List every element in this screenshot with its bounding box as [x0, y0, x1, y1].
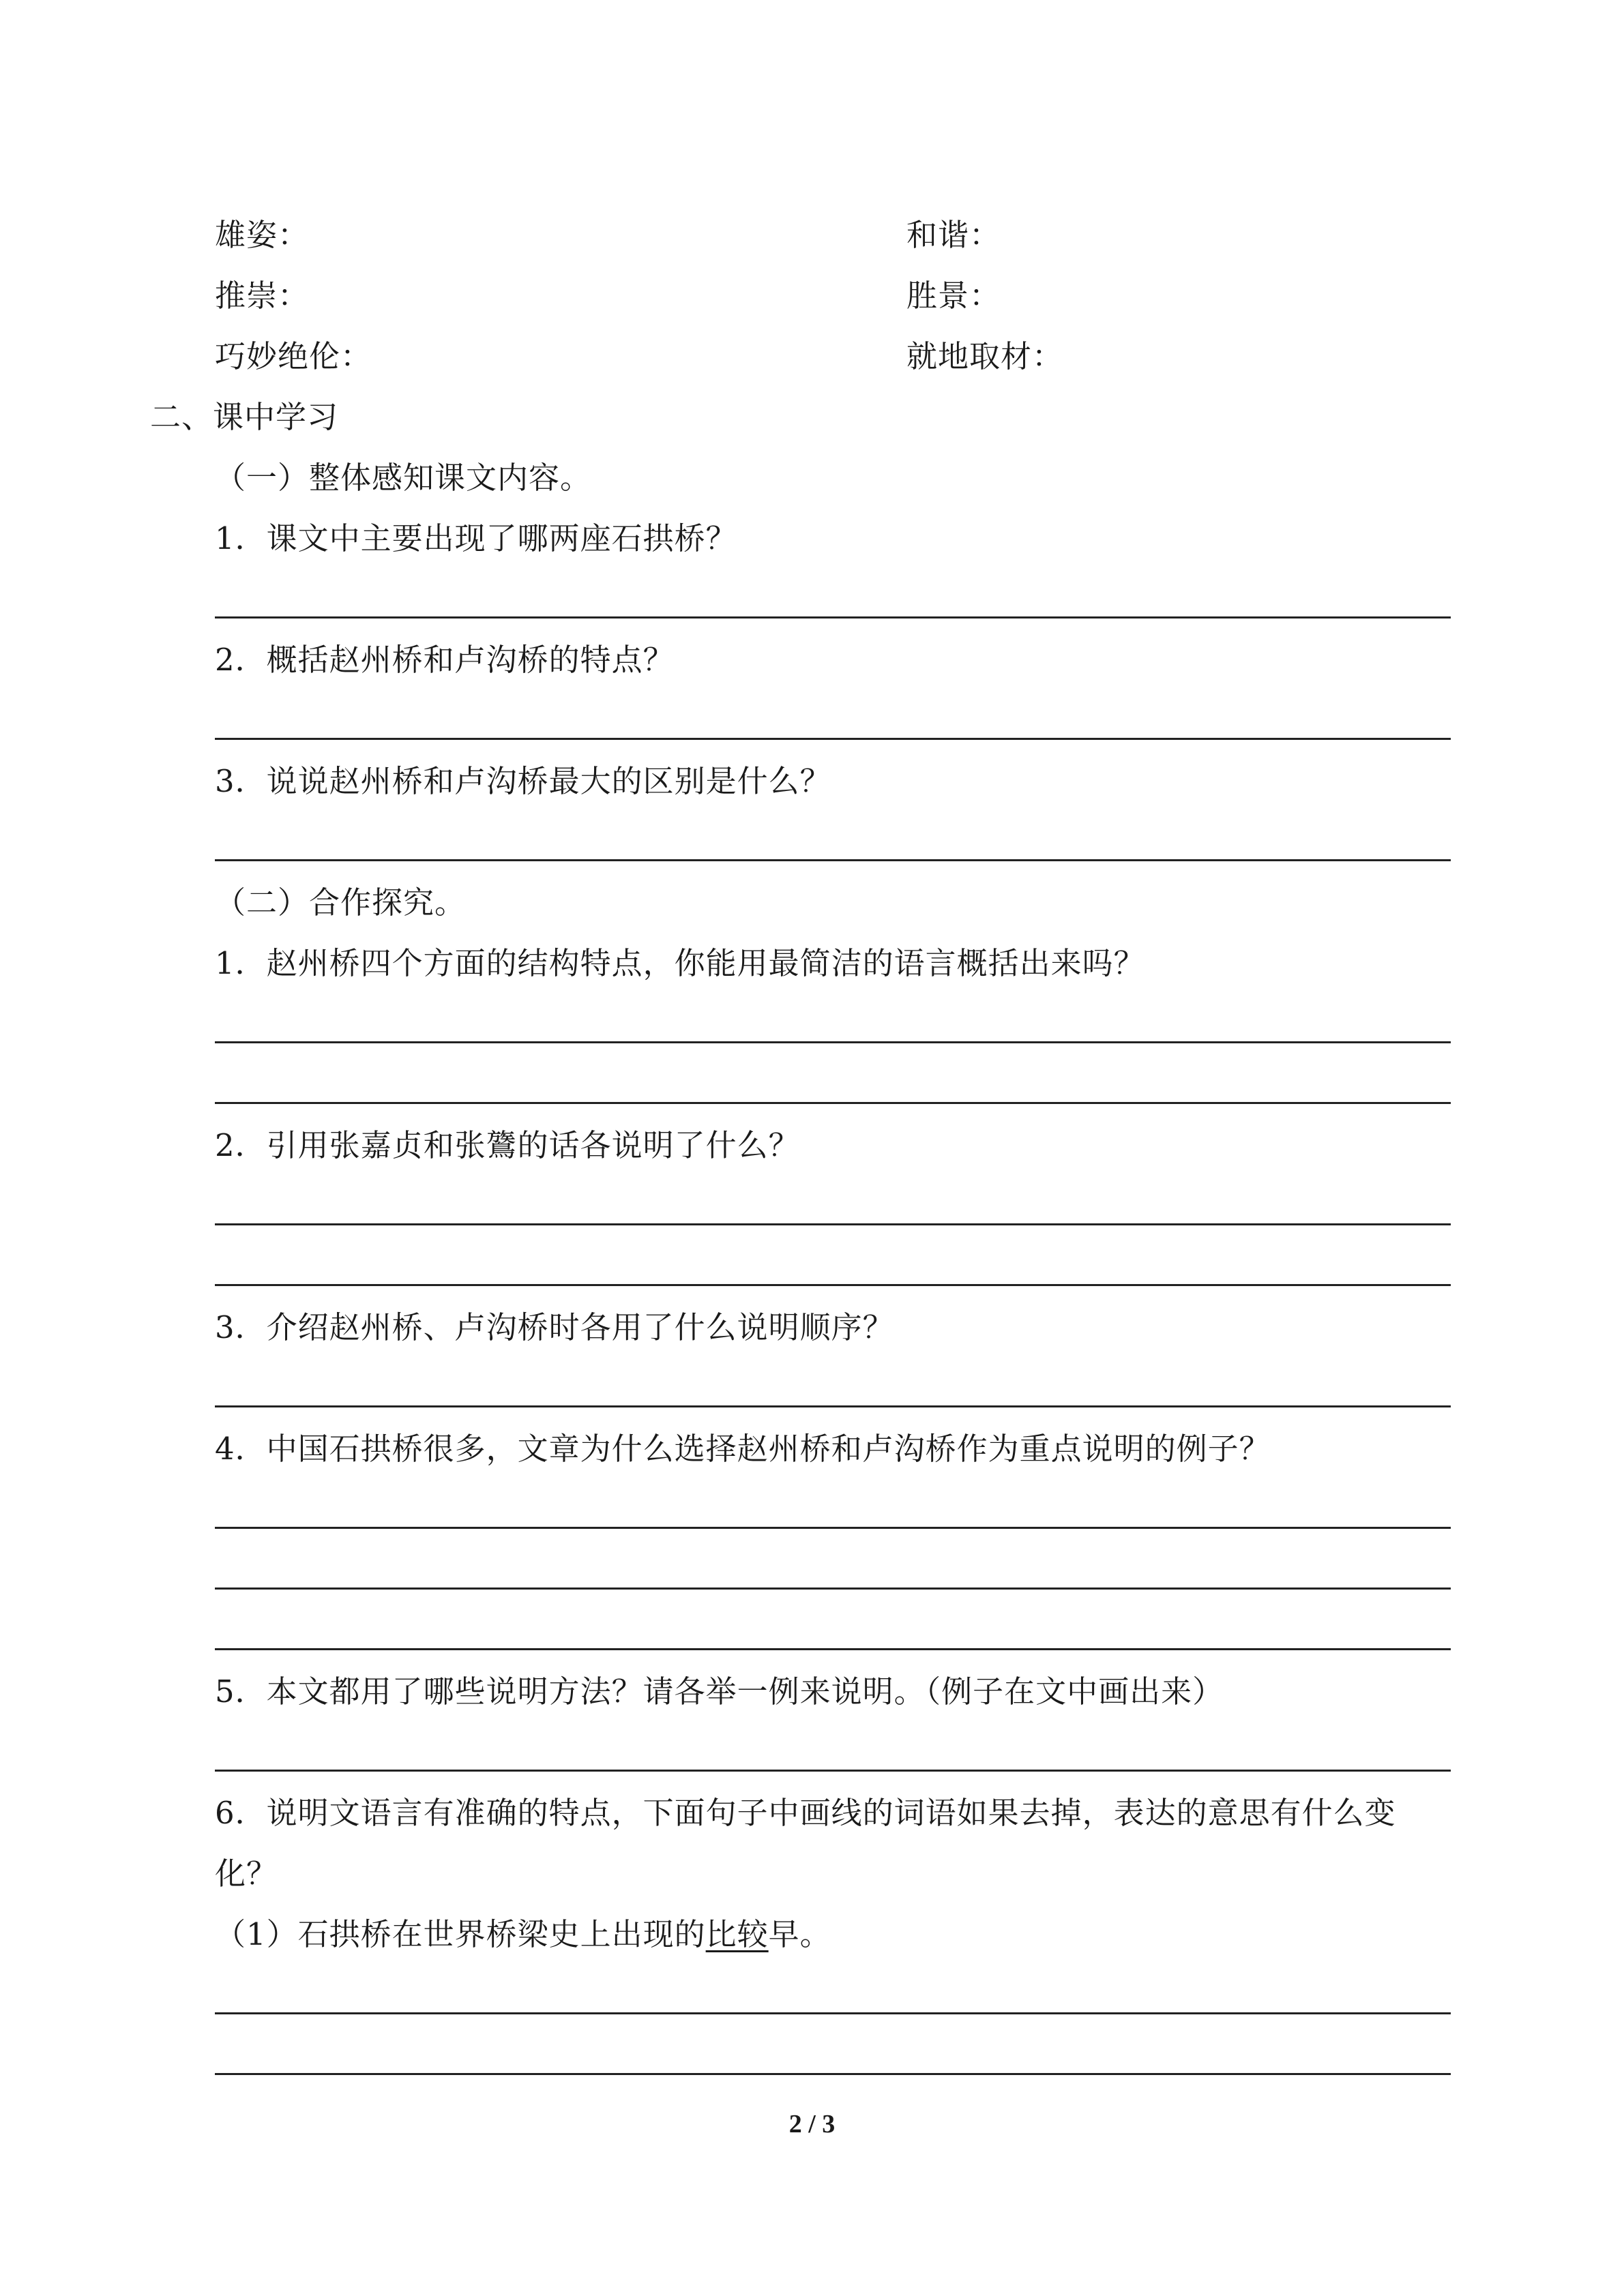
answer-line[interactable] [215, 1527, 1451, 1529]
vocab-label: 巧妙绝伦： [215, 338, 372, 374]
vocab-label: 和谐： [906, 217, 1001, 253]
answer-line[interactable] [215, 1223, 1451, 1225]
sub-question-text-before: （1）石拱桥在世界桥梁史上出现的 [215, 1916, 706, 1952]
answer-line[interactable] [215, 616, 1451, 618]
answer-line[interactable] [215, 1770, 1451, 1772]
answer-line[interactable] [215, 738, 1451, 740]
page-number: 2 / 3 [788, 2110, 836, 2138]
question: 4．中国石拱桥很多，文章为什么选择赵州桥和卢沟桥作为重点说明的例子？ [215, 1431, 1271, 1467]
answer-line[interactable] [215, 859, 1451, 861]
question: 1．赵州桥四个方面的结构特点，你能用最简洁的语言概括出来吗？ [215, 945, 1145, 981]
answer-line[interactable] [215, 1041, 1451, 1043]
question: 1．课文中主要出现了哪两座石拱桥？ [215, 520, 737, 556]
answer-line[interactable] [215, 1587, 1451, 1590]
answer-line[interactable] [215, 1405, 1451, 1407]
subsection-heading: （二）合作探究。 [215, 884, 467, 921]
sub-question-text-after: 早。 [768, 1916, 831, 1952]
vocab-label: 推崇： [215, 278, 310, 314]
subsection-heading: （一）整体感知课文内容。 [215, 460, 592, 496]
question: 3．介绍赵州桥、卢沟桥时各用了什么说明顺序？ [215, 1309, 894, 1345]
answer-line[interactable] [215, 1648, 1451, 1650]
answer-line[interactable] [215, 2012, 1451, 2014]
answer-line[interactable] [215, 1102, 1451, 1104]
sub-question [215, 1914, 831, 1955]
section-heading: 二、课中学习 [150, 399, 339, 435]
answer-line[interactable] [215, 2073, 1451, 2075]
answer-line[interactable] [215, 1284, 1451, 1286]
question: 2．引用张嘉贞和张鷟的话各说明了什么？ [215, 1127, 800, 1163]
vocab-label: 就地取材： [906, 338, 1064, 374]
question: 5．本文都用了哪些说明方法？请各举一例来说明。（例子在文中画出来） [215, 1673, 1224, 1710]
vocab-label: 雄姿： [215, 217, 310, 253]
question: 2．概括赵州桥和卢沟桥的特点？ [215, 642, 675, 678]
underlined-word: 比较 [705, 1916, 769, 1952]
vocab-label: 胜景： [906, 278, 1001, 314]
question-continuation: 化？ [215, 1855, 278, 1892]
question: 6．说明文语言有准确的特点，下面句子中画线的词语如果去掉，表达的意思有什么变 [215, 1795, 1396, 1831]
question: 3．说说赵州桥和卢沟桥最大的区别是什么？ [215, 763, 831, 799]
